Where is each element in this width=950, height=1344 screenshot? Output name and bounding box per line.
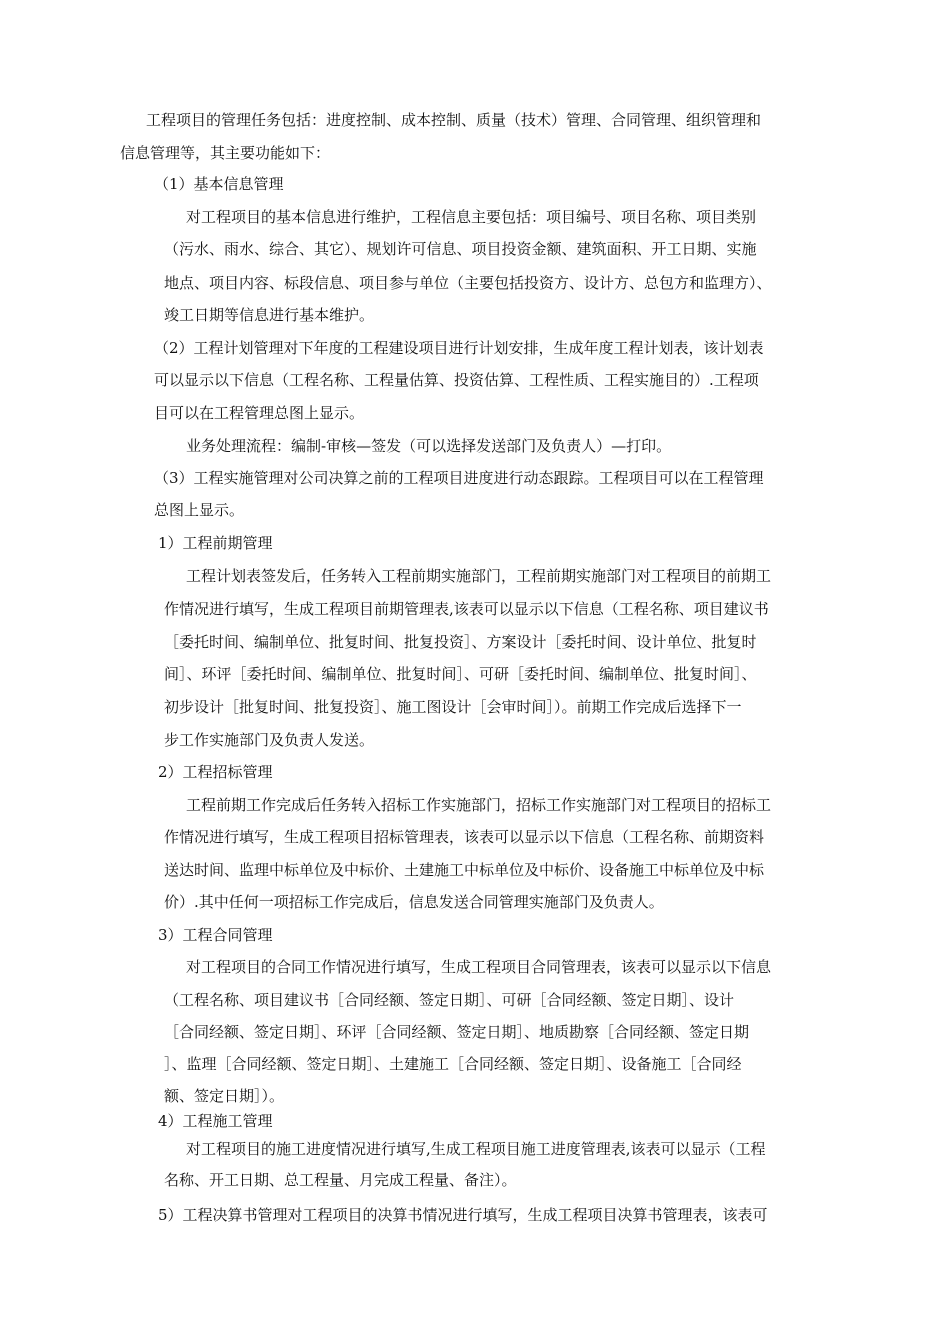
- paragraph-line: 作情况进行填写，生成工程项目前期管理表,该表可以显示以下信息（工程名称、项目建议书: [164, 600, 769, 618]
- paragraph-line: 工程前期工作完成后任务转入招标工作实施部门，招标工作实施部门对工程项目的招标工: [186, 796, 772, 814]
- paragraph-line: 价）.其中任何一项招标工作完成后，信息发送合同管理实施部门及负责人。: [164, 893, 664, 911]
- paragraph-line: 步工作实施部门及负责人发送。: [164, 731, 375, 749]
- paragraph-line: 对工程项目的基本信息进行维护，工程信息主要包括：项目编号、项目名称、项目类别: [186, 208, 757, 226]
- paragraph-line: 对工程项目的合同工作情况进行填写，生成工程项目合同管理表，该表可以显示以下信息: [186, 958, 772, 976]
- paragraph-line: 送达时间、监理中标单位及中标价、土建施工中标单位及中标价、设备施工中标单位及中标: [164, 861, 765, 879]
- paragraph-line: 5）工程决算书管理对工程项目的决算书情况进行填写，生成工程项目决算书管理表，该表可: [158, 1206, 768, 1224]
- paragraph-line: 对工程项目的施工进度情况进行填写,生成工程项目施工进度管理表,该表可以显示（工程: [186, 1140, 766, 1158]
- paragraph-line: 目可以在工程管理总图上显示。: [154, 404, 365, 422]
- paragraph-line: 初步设计［批复时间、批复投资］、施工图设计［会审时间］）。前期工作完成后选择下一: [164, 698, 742, 716]
- section-heading: （3）工程实施管理对公司决算之前的工程项目进度进行动态跟踪。工程项目可以在工程管理: [154, 469, 764, 487]
- subsection-heading: 4）工程施工管理: [158, 1112, 273, 1130]
- paragraph-line: 工程项目的管理任务包括：进度控制、成本控制、质量（技术）管理、合同管理、组织管理和: [146, 111, 762, 129]
- subsection-heading: 1）工程前期管理: [158, 534, 273, 552]
- paragraph-line: ］、监理［合同经额、签定日期］、土建施工［合同经额、签定日期］、设备施工［合同经: [164, 1055, 742, 1073]
- paragraph-line: 可以显示以下信息（工程名称、工程量估算、投资估算、工程性质、工程实施目的）.工程项: [154, 371, 759, 389]
- paragraph-line: 额、签定日期］）。: [164, 1087, 285, 1105]
- paragraph-line: 作情况进行填写，生成工程项目招标管理表，该表可以显示以下信息（工程名称、前期资料: [164, 828, 765, 846]
- paragraph-line: 名称、开工日期、总工程量、月完成工程量、备注）。: [164, 1171, 517, 1189]
- section-heading: （2）工程计划管理对下年度的工程建设项目进行计划安排，生成年度工程计划表，该计划表: [154, 339, 764, 357]
- paragraph-line: 信息管理等，其主要功能如下：: [120, 144, 331, 162]
- paragraph-line: 竣工日期等信息进行基本维护。: [164, 306, 375, 324]
- section-heading: （1）基本信息管理: [154, 175, 284, 193]
- subsection-heading: 2）工程招标管理: [158, 763, 273, 781]
- paragraph-line: 总图上显示。: [154, 501, 245, 519]
- paragraph-line: 工程计划表签发后，任务转入工程前期实施部门，工程前期实施部门对工程项目的前期工: [186, 567, 772, 585]
- paragraph-line: （污水、雨水、综合、其它）、规划许可信息、项目投资金额、建筑面积、开工日期、实施: [164, 240, 757, 258]
- paragraph-line: 间］、环评［委托时间、编制单位、批复时间］、可研［委托时间、编制单位、批复时间］、: [164, 665, 757, 683]
- paragraph-line: 业务处理流程：编制-审核—签发（可以选择发送部门及负责人）—打印。: [186, 437, 672, 455]
- paragraph-line: （工程名称、项目建议书［合同经额、签定日期］、可研［合同经额、签定日期］、设计: [164, 991, 735, 1009]
- paragraph-line: 地点、项目内容、标段信息、项目参与单位（主要包括投资方、设计方、总包方和监理方）、: [164, 274, 772, 292]
- paragraph-line: ［委托时间、编制单位、批复时间、批复投资］、方案设计［委托时间、设计单位、批复时: [164, 633, 757, 651]
- subsection-heading: 3）工程合同管理: [158, 926, 273, 944]
- paragraph-line: ［合同经额、签定日期］、环评［合同经额、签定日期］、地质勘察［合同经额、签定日期: [164, 1023, 750, 1041]
